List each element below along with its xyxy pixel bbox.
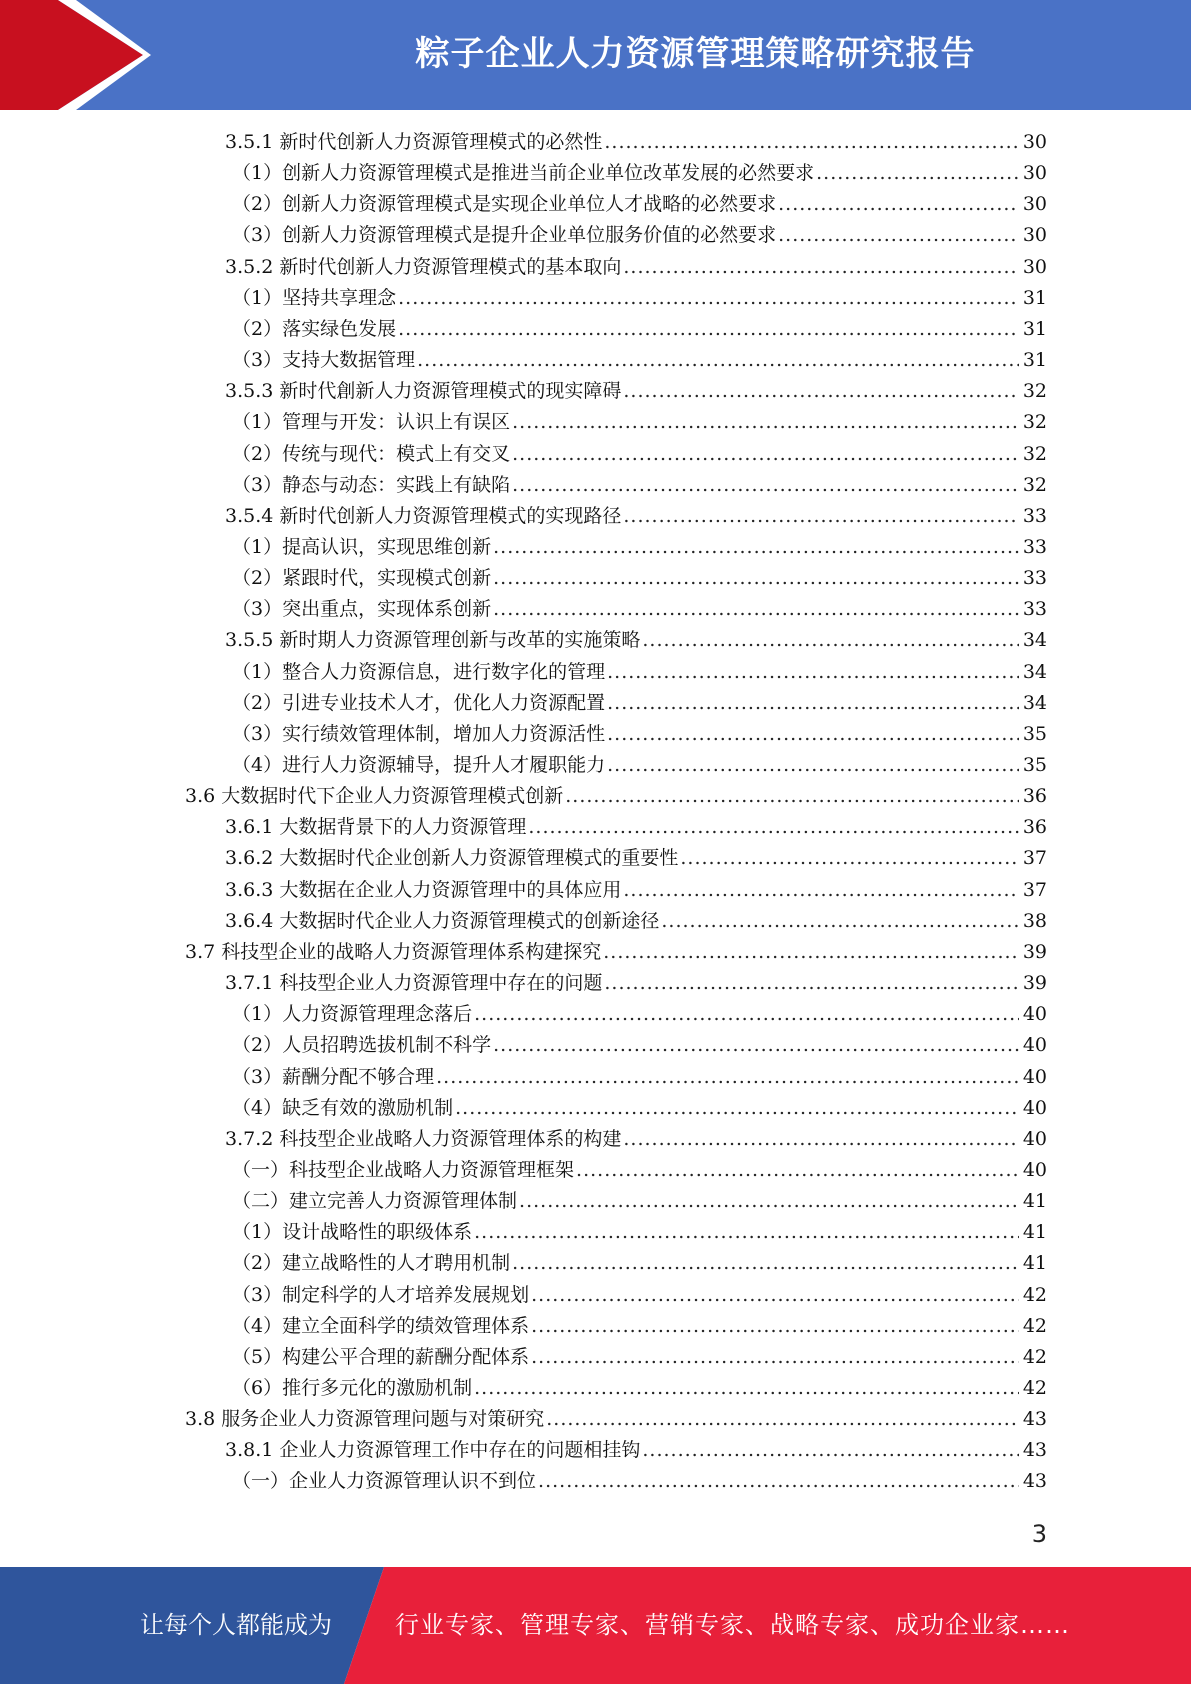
toc-entry-number: （2） — [232, 1252, 283, 1275]
toc-entry-page: 30 — [1022, 162, 1047, 185]
toc-entry-title: 大数据时代企业创新人力资源管理模式的重要性 — [279, 847, 679, 870]
toc-entry-page: 43 — [1022, 1439, 1047, 1462]
toc-entry[interactable] — [225, 376, 1047, 407]
toc-entry[interactable] — [232, 1186, 1047, 1217]
toc-entry-title: 建立完善人力资源管理体制 — [289, 1190, 518, 1213]
toc-entry-page: 32 — [1022, 473, 1047, 496]
toc-entry-page: 39 — [1022, 972, 1047, 995]
toc-entry[interactable] — [232, 532, 1047, 563]
footer-slogan-left: 让每个人都能成为 — [140, 1611, 332, 1639]
toc-entry-title: 实行绩效管理体制，增加人力资源活性 — [282, 722, 606, 745]
toc-dot-leader — [493, 594, 1019, 625]
toc-entry-number: 3.5.2 — [225, 255, 274, 278]
toc-entry[interactable] — [232, 407, 1047, 438]
toc-entry-title: 提高认识，实现思维创新 — [282, 535, 492, 558]
toc-entry[interactable] — [225, 501, 1047, 532]
toc-entry[interactable] — [232, 1093, 1047, 1124]
toc-entry-number: （2） — [232, 193, 283, 216]
toc-entry-page: 40 — [1022, 1158, 1047, 1181]
toc-dot-leader — [474, 1373, 1019, 1404]
toc-dot-leader — [474, 1217, 1019, 1248]
toc-dot-leader — [623, 1124, 1018, 1155]
toc-entry-number: （6） — [232, 1377, 283, 1399]
toc-entry[interactable] — [185, 937, 1047, 968]
toc-dot-leader — [607, 688, 1019, 719]
toc-entry-page: 41 — [1022, 1190, 1047, 1213]
toc-dot-leader — [512, 439, 1019, 470]
toc-entry-title: 科技型企业战略人力资源管理框架 — [289, 1158, 575, 1181]
toc-entry-title: 支持大数据管理 — [282, 349, 416, 372]
toc-entry-number: （2） — [232, 442, 283, 465]
toc-entry[interactable] — [232, 345, 1047, 376]
toc-dot-leader — [778, 220, 1019, 251]
toc-entry-page: 32 — [1022, 380, 1047, 403]
toc-entry-title: 推行多元化的激励机制 — [282, 1377, 473, 1399]
toc-entry-number: （5） — [232, 1345, 283, 1368]
toc-entry[interactable] — [185, 781, 1047, 812]
toc-entry-number: （3） — [232, 349, 283, 372]
toc-entry[interactable] — [232, 1466, 1047, 1497]
toc-dot-leader — [493, 1030, 1019, 1061]
toc-dot-leader — [512, 1248, 1019, 1279]
toc-entry-number: （2） — [232, 1034, 283, 1057]
toc-entry-number: 3.6.3 — [225, 878, 274, 901]
toc-dot-leader — [512, 407, 1019, 438]
page-number: 3 — [1031, 1520, 1047, 1548]
toc-entry-title: 管理与开发：认识上有误区 — [282, 411, 511, 434]
toc-entry-number: （3） — [232, 598, 283, 621]
toc-entry-number: 3.6.2 — [225, 847, 274, 870]
toc-entry-page: 35 — [1022, 754, 1047, 776]
toc-entry-title: 薪酬分配不够合理 — [282, 1065, 435, 1088]
toc-dot-leader — [436, 1062, 1019, 1093]
toc-entry-number: （2） — [232, 691, 283, 714]
toc-dot-leader — [519, 1186, 1019, 1217]
toc-dot-leader — [623, 875, 1018, 906]
toc-entry-number: 3.5.5 — [225, 629, 274, 652]
toc-entry[interactable] — [232, 470, 1047, 501]
toc-dot-leader — [493, 532, 1019, 563]
toc-entry[interactable] — [232, 999, 1047, 1030]
toc-entry-page: 38 — [1022, 909, 1047, 932]
toc-dot-leader — [623, 376, 1018, 407]
toc-entry[interactable] — [232, 1311, 1047, 1342]
toc-entry-number: （1） — [232, 535, 283, 558]
toc-dot-leader — [565, 781, 1019, 812]
toc-entry-title: 整合人力资源信息，进行数字化的管理 — [282, 660, 606, 683]
toc-dot-leader — [607, 750, 1019, 781]
toc-entry-title: 科技型企业的战略人力资源管理体系构建探究 — [221, 940, 602, 963]
toc-dot-leader — [604, 127, 1018, 158]
toc-entry-page: 42 — [1022, 1314, 1047, 1337]
toc-entry-number: （二） — [232, 1190, 290, 1213]
toc-dot-leader — [531, 1311, 1019, 1342]
toc-entry[interactable] — [232, 158, 1047, 189]
toc-entry-page: 34 — [1022, 691, 1047, 714]
toc-entry[interactable] — [225, 843, 1047, 874]
toc-dot-leader — [642, 625, 1018, 656]
toc-entry[interactable] — [232, 719, 1047, 750]
toc-entry-page: 42 — [1022, 1377, 1047, 1399]
toc-entry[interactable] — [225, 625, 1047, 656]
toc-dot-leader — [398, 314, 1019, 345]
toc-entry-title: 突出重点，实现体系创新 — [282, 598, 492, 621]
toc-entry-number: 3.8.1 — [225, 1439, 274, 1462]
toc-entry-number: （4） — [232, 754, 283, 776]
toc-dot-leader — [607, 719, 1019, 750]
toc-entry-title: 人员招聘选拔机制不科学 — [282, 1034, 492, 1057]
toc-entry-page: 32 — [1022, 442, 1047, 465]
toc-entry-number: （3） — [232, 473, 283, 496]
toc-entry-page: 36 — [1022, 816, 1047, 839]
toc-entry-number: （2） — [232, 567, 283, 590]
toc-entry-page: 30 — [1022, 193, 1047, 216]
toc-entry[interactable] — [225, 812, 1047, 843]
toc-entry[interactable] — [185, 1404, 1047, 1435]
toc-entry-title: 创新人力资源管理模式是提升企业单位服务价值的必然要求 — [282, 224, 777, 247]
toc-entry-title: 建立全面科学的绩效管理体系 — [282, 1314, 530, 1337]
toc-entry-title: 新时期人力资源管理创新与改革的实施策略 — [279, 629, 641, 652]
toc-dot-leader — [623, 252, 1018, 283]
toc-dot-leader — [512, 470, 1019, 501]
toc-entry-title: 创新人力资源管理模式是实现企业单位人才战略的必然要求 — [282, 193, 777, 216]
toc-entry-page: 40 — [1022, 1096, 1047, 1119]
toc-dot-leader — [680, 843, 1018, 874]
toc-entry[interactable] — [232, 1248, 1047, 1279]
toc-entry[interactable] — [232, 594, 1047, 625]
toc-dot-leader — [528, 812, 1018, 843]
toc-entry[interactable] — [232, 1373, 1047, 1404]
report-title: 粽子企业人力资源管理策略研究报告 — [415, 34, 976, 74]
toc-entry-page: 42 — [1022, 1283, 1047, 1306]
toc-entry-title: 构建公平合理的薪酬分配体系 — [282, 1345, 530, 1368]
toc-entry-number: （1） — [232, 411, 283, 434]
toc-entry-page: 39 — [1022, 940, 1047, 963]
toc-dot-leader — [778, 189, 1019, 220]
toc-entry-title: 设计战略性的职级体系 — [282, 1221, 473, 1244]
toc-entry-title: 服务企业人力资源管理问题与对策研究 — [221, 1408, 545, 1431]
toc-entry-page: 37 — [1022, 847, 1047, 870]
toc-entry[interactable] — [232, 189, 1047, 220]
toc-entry-page: 30 — [1022, 224, 1047, 247]
toc-entry-title: 人力资源管理理念落后 — [282, 1003, 473, 1026]
toc-entry-page: 31 — [1022, 286, 1047, 309]
page-footer — [0, 1567, 1191, 1684]
toc-entry-number: （1） — [232, 162, 283, 185]
toc-entry-number: （2） — [232, 317, 283, 340]
toc-entry-title: 新时代創新人力资源管理模式的现实障碍 — [279, 380, 622, 403]
toc-entry-number: （4） — [232, 1096, 283, 1119]
toc-entry-title: 紧跟时代，实现模式创新 — [282, 567, 492, 590]
toc-entry-title: 传统与现代：模式上有交叉 — [282, 442, 511, 465]
toc-entry[interactable] — [232, 1062, 1047, 1093]
toc-entry-number: 3.7.2 — [225, 1127, 274, 1150]
toc-entry-page: 32 — [1022, 411, 1047, 434]
toc-entry[interactable] — [232, 1155, 1047, 1186]
toc-dot-leader — [576, 1155, 1019, 1186]
toc-dot-leader — [531, 1280, 1019, 1311]
toc-dot-leader — [455, 1093, 1019, 1124]
toc-entry-number: （1） — [232, 1221, 283, 1244]
toc-entry-number: 3.5.1 — [225, 131, 274, 153]
toc-entry-number: （4） — [232, 1314, 283, 1337]
toc-entry-page: 34 — [1022, 629, 1047, 652]
toc-entry-page: 42 — [1022, 1345, 1047, 1368]
toc-entry-title: 企业人力资源管理工作中存在的问题相挂钩 — [279, 1439, 641, 1462]
toc-dot-leader — [623, 501, 1018, 532]
toc-entry-page: 41 — [1022, 1252, 1047, 1275]
toc-entry-page: 37 — [1022, 878, 1047, 901]
toc-entry-page: 31 — [1022, 317, 1047, 340]
toc-entry-title: 大数据时代企业人力资源管理模式的创新途径 — [279, 909, 660, 932]
toc-entry[interactable] — [225, 968, 1047, 999]
toc-entry[interactable] — [225, 906, 1047, 937]
toc-entry[interactable] — [232, 439, 1047, 470]
toc-entry-page: 30 — [1022, 255, 1047, 278]
toc-dot-leader — [816, 158, 1019, 189]
toc-entry-number: （1） — [232, 660, 283, 683]
toc-entry-number: 3.6.1 — [225, 816, 274, 839]
toc-entry[interactable] — [232, 657, 1047, 688]
toc-entry-title: 静态与动态：实践上有缺陷 — [282, 473, 511, 496]
toc-entry-page: 33 — [1022, 598, 1047, 621]
toc-dot-leader — [531, 1342, 1019, 1373]
toc-entry-page: 35 — [1022, 722, 1047, 745]
toc-entry-number: 3.5.4 — [225, 504, 274, 527]
toc-entry-title: 新时代创新人力资源管理模式的必然性 — [279, 131, 603, 153]
toc-entry-page: 31 — [1022, 349, 1047, 372]
toc-entry[interactable] — [232, 1342, 1047, 1373]
toc-entry-page: 40 — [1022, 1065, 1047, 1088]
footer-slogan-right: 行业专家、管理专家、营销专家、战略专家、成功企业家…… — [395, 1611, 1070, 1639]
toc-entry[interactable] — [232, 220, 1047, 251]
toc-entry-title: 新时代创新人力资源管理模式的基本取向 — [279, 255, 622, 278]
toc-entry[interactable] — [232, 1030, 1047, 1061]
toc-dot-leader — [603, 937, 1019, 968]
toc-entry-title: 大数据时代下企业人力资源管理模式创新 — [221, 785, 564, 808]
toc-entry[interactable] — [232, 688, 1047, 719]
toc-dot-leader — [493, 563, 1019, 594]
toc-entry[interactable] — [232, 314, 1047, 345]
toc-entry[interactable] — [232, 750, 1047, 781]
toc-entry[interactable] — [232, 1280, 1047, 1311]
toc-entry-title: 建立战略性的人才聘用机制 — [282, 1252, 511, 1275]
toc-dot-leader — [398, 283, 1019, 314]
toc-entry-title: 缺乏有效的激励机制 — [282, 1096, 454, 1119]
toc-entry-page: 30 — [1022, 131, 1047, 153]
toc-dot-leader — [661, 906, 1018, 937]
toc-entry[interactable] — [225, 127, 1047, 158]
toc-entry-page: 41 — [1022, 1221, 1047, 1244]
toc-entry-title: 企业人力资源管理认识不到位 — [289, 1470, 537, 1493]
toc-entry-page: 33 — [1022, 504, 1047, 527]
toc-entry-title: 进行人力资源辅导，提升人才履职能力 — [282, 754, 606, 776]
toc-entry[interactable] — [232, 283, 1047, 314]
toc-entry-title: 制定科学的人才培养发展规划 — [282, 1283, 530, 1306]
toc-entry-title: 新时代创新人力资源管理模式的实现路径 — [279, 504, 622, 527]
toc-entry-number: （1） — [232, 1003, 283, 1026]
toc-entry[interactable] — [232, 1217, 1047, 1248]
toc-dot-leader — [642, 1435, 1018, 1466]
toc-entry-title: 大数据在企业人力资源管理中的具体应用 — [279, 878, 622, 901]
toc-entry-number: 3.8 — [185, 1408, 216, 1431]
toc-entry-title: 落实绿色发展 — [282, 317, 397, 340]
toc-entry[interactable] — [225, 875, 1047, 906]
toc-entry-number: 3.7 — [185, 940, 216, 963]
toc-entry[interactable] — [225, 252, 1047, 283]
toc-dot-leader — [474, 999, 1019, 1030]
toc-entry-page: 40 — [1022, 1127, 1047, 1150]
toc-entry-title: 引进专业技术人才，优化人力资源配置 — [282, 691, 606, 714]
toc-entry-page: 43 — [1022, 1408, 1047, 1431]
toc-entry-number: （3） — [232, 224, 283, 247]
toc-dot-leader — [417, 345, 1019, 376]
toc-entry-title: 科技型企业战略人力资源管理体系的构建 — [279, 1127, 622, 1150]
toc-dot-leader — [546, 1404, 1019, 1435]
toc-entry-number: （1） — [232, 286, 283, 309]
toc-entry-number: （3） — [232, 1065, 283, 1088]
toc-entry-number: 3.7.1 — [225, 972, 274, 995]
toc-entry-title: 科技型企业人力资源管理中存在的问题 — [279, 972, 603, 995]
toc-dot-leader — [604, 968, 1018, 999]
toc-entry-page: 34 — [1022, 660, 1047, 683]
toc-entry-page: 36 — [1022, 785, 1047, 808]
toc-entry-number: （3） — [232, 722, 283, 745]
toc-entry-page: 40 — [1022, 1003, 1047, 1026]
toc-entry-page: 40 — [1022, 1034, 1047, 1057]
toc-entry-number: （3） — [232, 1283, 283, 1306]
page-header — [0, 0, 1191, 110]
toc-entry-number: 3.5.3 — [225, 380, 274, 403]
toc-dot-leader — [607, 657, 1019, 688]
toc-entry-title: 坚持共享理念 — [282, 286, 397, 309]
toc-entry-title: 创新人力资源管理模式是推进当前企业单位改革发展的必然要求 — [282, 162, 815, 185]
toc-entry-number: 3.6.4 — [225, 909, 274, 932]
toc-entry-page: 43 — [1022, 1470, 1047, 1493]
toc-entry[interactable] — [225, 1124, 1047, 1155]
toc-entry[interactable] — [232, 563, 1047, 594]
toc-entry-page: 33 — [1022, 567, 1047, 590]
toc-entry-number: 3.6 — [185, 785, 216, 808]
toc-dot-leader — [538, 1466, 1019, 1497]
toc-entry-title: 大数据背景下的人力资源管理 — [279, 816, 527, 839]
toc-entry-page: 33 — [1022, 535, 1047, 558]
toc-entry-number: （一） — [232, 1158, 290, 1181]
toc-entry[interactable] — [225, 1435, 1047, 1466]
toc-entry-number: （一） — [232, 1470, 290, 1493]
